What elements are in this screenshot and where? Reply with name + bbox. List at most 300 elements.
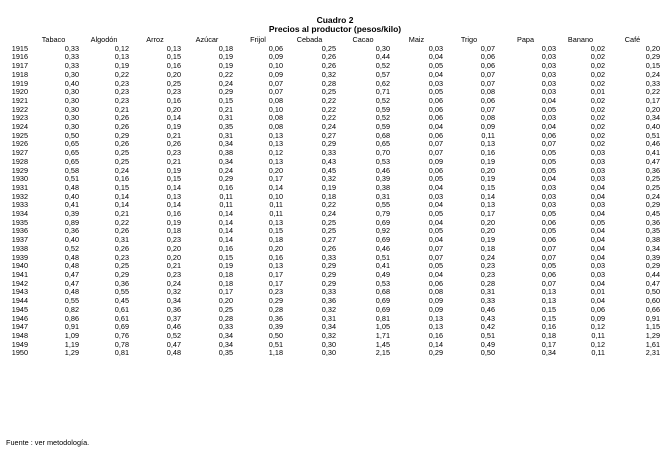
price-cell: 0,68: [375, 287, 390, 297]
column-header: Algodón: [90, 35, 118, 44]
price-cell: 0,25: [645, 174, 660, 184]
price-cell: 0,23: [114, 95, 129, 105]
price-cell: 0,23: [166, 269, 181, 279]
price-cell: 0,23: [114, 252, 129, 262]
price-cell: 0,26: [166, 139, 181, 149]
source-note: Fuente : ver metodología.: [6, 438, 90, 447]
price-cell: 0,34: [645, 113, 660, 123]
price-cell: 0,42: [480, 322, 495, 332]
price-cell: 0,20: [166, 104, 181, 114]
price-cell: 0,51: [268, 339, 283, 349]
price-cell: 0,69: [114, 322, 129, 332]
price-cell: 0,04: [590, 278, 605, 288]
table-row: [6, 349, 660, 358]
price-cell: 0,20: [480, 165, 495, 175]
price-cell: 0,05: [590, 217, 605, 227]
price-cell: 0,89: [64, 217, 79, 227]
price-cell: 1,19: [64, 339, 79, 349]
price-table: [6, 36, 660, 358]
column-header: Maiz: [408, 35, 425, 44]
price-cell: 0,21: [114, 104, 129, 114]
price-cell: 0,16: [218, 182, 233, 192]
price-cell: 0,03: [541, 69, 556, 79]
price-cell: 0,04: [428, 182, 443, 192]
price-cell: 0,09: [428, 296, 443, 306]
price-cell: 0,26: [114, 243, 129, 253]
price-cell: 0,13: [166, 43, 181, 53]
table-subtitle: Precios al productor (pesos/kilo): [268, 24, 402, 34]
price-cell: 0,21: [114, 209, 129, 219]
price-cell: 0,14: [114, 191, 129, 201]
price-cell: 0,02: [590, 130, 605, 140]
year-cell: 1926: [11, 139, 28, 149]
table-body: [6, 45, 660, 358]
price-cell: 0,03: [590, 174, 605, 184]
year-cell: 1936: [11, 226, 28, 236]
price-cell: 0,24: [321, 122, 336, 132]
price-cell: 0,24: [114, 165, 129, 175]
price-cell: 0,79: [375, 209, 390, 219]
price-cell: 0,35: [218, 122, 233, 132]
price-cell: 0,33: [64, 52, 79, 62]
price-cell: 0,35: [645, 226, 660, 236]
year-cell: 1935: [11, 217, 28, 227]
price-cell: 0,50: [480, 348, 495, 358]
price-cell: 0,25: [321, 43, 336, 53]
price-cell: 0,02: [590, 69, 605, 79]
price-cell: 0,11: [481, 130, 495, 140]
price-cell: 0,20: [268, 243, 283, 253]
price-cell: 0,53: [375, 156, 390, 166]
price-cell: 0,20: [166, 252, 181, 262]
price-cell: 0,04: [428, 69, 443, 79]
price-cell: 0,23: [480, 261, 495, 271]
price-cell: 0,04: [590, 182, 605, 192]
column-header: Papa: [516, 35, 535, 44]
price-cell: 0,07: [541, 252, 556, 262]
price-cell: 0,32: [321, 69, 336, 79]
price-cell: 0,20: [645, 104, 660, 114]
price-cell: 0,29: [321, 139, 336, 149]
price-cell: 0,09: [268, 69, 283, 79]
price-cell: 0,82: [64, 304, 79, 314]
price-cell: 0,44: [375, 52, 390, 62]
price-cell: 0,41: [64, 200, 79, 210]
column-header: Arroz: [146, 35, 164, 44]
price-cell: 0,33: [64, 43, 79, 53]
price-cell: 1,15: [645, 322, 660, 332]
price-cell: 1,05: [375, 322, 390, 332]
year-cell: 1948: [11, 330, 28, 340]
price-cell: 0,65: [64, 156, 79, 166]
year-cell: 1930: [11, 174, 28, 184]
price-cell: 0,43: [321, 156, 336, 166]
year-cell: 1921: [11, 95, 28, 105]
price-cell: 0,03: [541, 61, 556, 71]
price-cell: 0,50: [268, 330, 283, 340]
price-cell: 0,14: [166, 113, 181, 123]
price-cell: 0,05: [428, 261, 443, 271]
price-cell: 0,15: [166, 52, 181, 62]
price-cell: 0,21: [166, 130, 181, 140]
price-cell: 0,86: [64, 313, 79, 323]
price-cell: 0,03: [541, 182, 556, 192]
price-cell: 0,20: [218, 296, 233, 306]
price-cell: 0,32: [321, 174, 336, 184]
price-cell: 0,15: [114, 182, 129, 192]
price-cell: 0,05: [428, 226, 443, 236]
price-cell: 0,45: [114, 296, 129, 306]
price-cell: 0,34: [541, 348, 556, 358]
price-cell: 0,25: [166, 78, 181, 88]
price-cell: 0,48: [64, 182, 79, 192]
price-cell: 0,13: [268, 261, 283, 271]
price-cell: 0,01: [590, 287, 605, 297]
year-cell: 1943: [11, 287, 28, 297]
price-cell: 0,04: [590, 243, 605, 253]
price-cell: 0,07: [480, 104, 495, 114]
price-cell: 0,25: [218, 304, 233, 314]
price-cell: 0,02: [590, 78, 605, 88]
price-cell: 0,22: [114, 69, 129, 79]
price-cell: 0,66: [645, 304, 660, 314]
price-cell: 0,05: [541, 261, 556, 271]
price-cell: 0,07: [268, 87, 283, 97]
price-cell: 0,14: [166, 182, 181, 192]
price-cell: 0,02: [590, 43, 605, 53]
price-cell: 0,29: [645, 261, 660, 271]
price-cell: 0,52: [375, 95, 390, 105]
price-cell: 0,17: [645, 95, 660, 105]
price-cell: 0,13: [428, 322, 443, 332]
price-cell: 0,16: [541, 322, 556, 332]
price-cell: 0,02: [590, 113, 605, 123]
price-cell: 0,52: [375, 113, 390, 123]
price-cell: 0,04: [541, 95, 556, 105]
price-cell: 0,39: [268, 322, 283, 332]
price-cell: 0,40: [64, 235, 79, 245]
price-cell: 0,18: [218, 43, 233, 53]
price-cell: 0,09: [268, 52, 283, 62]
price-cell: 0,69: [375, 217, 390, 227]
price-cell: 0,08: [480, 113, 495, 123]
price-cell: 0,20: [480, 217, 495, 227]
price-cell: 0,39: [64, 209, 79, 219]
year-cell: 1916: [11, 52, 28, 62]
price-cell: 1,71: [375, 330, 390, 340]
price-cell: 0,24: [321, 209, 336, 219]
price-cell: 0,30: [64, 69, 79, 79]
price-cell: 0,29: [218, 87, 233, 97]
price-cell: 0,24: [218, 165, 233, 175]
price-cell: 0,59: [375, 104, 390, 114]
price-cell: 0,11: [219, 200, 233, 210]
price-cell: 0,09: [480, 122, 495, 132]
year-cell: 1915: [11, 43, 28, 53]
price-cell: 0,61: [114, 304, 129, 314]
price-cell: 0,07: [480, 69, 495, 79]
price-cell: 0,01: [590, 87, 605, 97]
price-cell: 0,07: [428, 243, 443, 253]
price-cell: 0,45: [321, 165, 336, 175]
price-cell: 0,41: [375, 261, 390, 271]
price-cell: 0,12: [114, 43, 129, 53]
price-cell: 1,18: [268, 348, 283, 358]
price-cell: 0,11: [269, 209, 283, 219]
price-cell: 0,14: [166, 200, 181, 210]
price-cell: 0,14: [218, 226, 233, 236]
price-cell: 0,25: [321, 226, 336, 236]
price-cell: 0,46: [480, 304, 495, 314]
price-cell: 0,47: [645, 278, 660, 288]
price-cell: 0,28: [480, 278, 495, 288]
price-cell: 0,23: [166, 87, 181, 97]
price-cell: 0,06: [480, 52, 495, 62]
price-cell: 0,76: [114, 330, 129, 340]
year-cell: 1929: [11, 165, 28, 175]
price-cell: 0,29: [321, 278, 336, 288]
price-cell: 0,25: [114, 156, 129, 166]
price-cell: 0,15: [541, 304, 556, 314]
price-cell: 2,31: [645, 348, 660, 358]
price-cell: 0,81: [375, 313, 390, 323]
price-cell: 0,55: [64, 296, 79, 306]
price-cell: 0,30: [64, 95, 79, 105]
price-cell: 0,11: [269, 200, 283, 210]
price-cell: 0,92: [375, 226, 390, 236]
price-cell: 0,06: [590, 304, 605, 314]
price-cell: 0,03: [590, 261, 605, 271]
price-cell: 0,13: [480, 139, 495, 149]
price-cell: 0,48: [64, 261, 79, 271]
price-cell: 0,32: [166, 287, 181, 297]
price-cell: 0,05: [541, 209, 556, 219]
price-cell: 0,36: [645, 165, 660, 175]
price-cell: 0,24: [218, 78, 233, 88]
price-cell: 0,03: [541, 87, 556, 97]
price-cell: 0,40: [64, 191, 79, 201]
price-cell: 0,57: [375, 69, 390, 79]
price-cell: 0,47: [645, 156, 660, 166]
price-cell: 0,24: [480, 252, 495, 262]
price-cell: 0,46: [375, 243, 390, 253]
price-cell: 0,19: [218, 261, 233, 271]
price-cell: 0,02: [590, 95, 605, 105]
price-cell: 0,25: [114, 148, 129, 158]
year-cell: 1924: [11, 122, 28, 132]
column-header: Cacao: [352, 35, 374, 44]
price-cell: 0,31: [375, 191, 390, 201]
price-cell: 0,91: [64, 322, 79, 332]
price-cell: 0,69: [375, 235, 390, 245]
price-cell: 0,18: [321, 191, 336, 201]
price-cell: 0,03: [541, 113, 556, 123]
table-title: Cuadro 2: [316, 15, 354, 25]
price-cell: 0,25: [114, 261, 129, 271]
price-cell: 0,04: [590, 296, 605, 306]
price-cell: 0,33: [321, 148, 336, 158]
price-cell: 0,68: [375, 130, 390, 140]
price-cell: 0,32: [321, 330, 336, 340]
price-cell: 0,17: [480, 209, 495, 219]
price-cell: 0,34: [218, 139, 233, 149]
price-cell: 0,20: [268, 165, 283, 175]
price-cell: 0,07: [428, 139, 443, 149]
year-cell: 1944: [11, 296, 28, 306]
price-cell: 0,30: [375, 43, 390, 53]
price-cell: 0,45: [645, 209, 660, 219]
price-cell: 0,02: [590, 61, 605, 71]
price-cell: 0,37: [166, 313, 181, 323]
price-cell: 0,14: [114, 200, 129, 210]
price-cell: 0,19: [166, 122, 181, 132]
price-cell: 0,26: [114, 113, 129, 123]
price-cell: 0,22: [321, 104, 336, 114]
price-cell: 0,06: [428, 113, 443, 123]
price-cell: 0,03: [590, 269, 605, 279]
price-cell: 0,05: [428, 87, 443, 97]
price-cell: 0,30: [321, 348, 336, 358]
price-cell: 0,30: [64, 104, 79, 114]
year-cell: 1922: [11, 104, 28, 114]
year-cell: 1919: [11, 78, 28, 88]
price-cell: 0,03: [541, 78, 556, 88]
price-cell: 0,09: [428, 304, 443, 314]
price-cell: 1,45: [375, 339, 390, 349]
price-cell: 0,08: [268, 113, 283, 123]
price-cell: 0,78: [114, 339, 129, 349]
price-cell: 0,22: [321, 200, 336, 210]
year-cell: 1917: [11, 61, 28, 71]
price-cell: 0,28: [218, 313, 233, 323]
price-cell: 0,06: [541, 235, 556, 245]
price-cell: 0,27: [321, 235, 336, 245]
price-cell: 0,04: [428, 235, 443, 245]
price-cell: 0,21: [218, 104, 233, 114]
price-cell: 0,16: [114, 174, 129, 184]
price-cell: 0,13: [268, 130, 283, 140]
price-cell: 0,47: [166, 339, 181, 349]
price-cell: 0,69: [375, 296, 390, 306]
price-cell: 0,23: [480, 269, 495, 279]
price-cell: 0,33: [64, 61, 79, 71]
price-cell: 1,61: [645, 339, 660, 349]
price-cell: 0,19: [321, 182, 336, 192]
price-cell: 0,13: [541, 287, 556, 297]
price-cell: 0,48: [64, 252, 79, 262]
price-cell: 0,34: [166, 296, 181, 306]
price-cell: 0,26: [321, 243, 336, 253]
price-cell: 0,12: [590, 339, 605, 349]
price-cell: 0,05: [541, 156, 556, 166]
price-cell: 0,29: [114, 269, 129, 279]
price-cell: 0,10: [268, 191, 283, 201]
price-cell: 0,51: [64, 174, 79, 184]
price-cell: 0,21: [166, 261, 181, 271]
price-cell: 0,51: [645, 130, 660, 140]
price-cell: 0,06: [541, 130, 556, 140]
price-cell: 0,51: [375, 252, 390, 262]
price-cell: 0,05: [541, 104, 556, 114]
price-cell: 0,36: [166, 304, 181, 314]
price-cell: 0,34: [321, 322, 336, 332]
price-cell: 0,29: [321, 261, 336, 271]
price-cell: 0,38: [218, 148, 233, 158]
price-cell: 0,32: [321, 304, 336, 314]
price-cell: 0,26: [114, 139, 129, 149]
price-cell: 0,69: [375, 304, 390, 314]
price-cell: 0,03: [541, 43, 556, 53]
price-cell: 0,04: [590, 252, 605, 262]
price-cell: 0,03: [428, 78, 443, 88]
price-cell: 0,06: [428, 165, 443, 175]
price-cell: 0,30: [321, 339, 336, 349]
price-cell: 0,03: [541, 52, 556, 62]
column-header: Frijol: [250, 35, 266, 44]
price-cell: 0,07: [428, 148, 443, 158]
price-cell: 0,33: [321, 287, 336, 297]
price-cell: 0,17: [218, 287, 233, 297]
price-cell: 0,38: [375, 182, 390, 192]
price-cell: 0,36: [645, 217, 660, 227]
price-cell: 0,31: [480, 287, 495, 297]
price-cell: 0,07: [480, 43, 495, 53]
price-cell: 0,70: [375, 148, 390, 158]
price-cell: 1,29: [645, 330, 660, 340]
price-cell: 0,16: [166, 61, 181, 71]
column-header: Banano: [567, 35, 594, 44]
year-cell: 1920: [11, 87, 28, 97]
price-cell: 0,15: [166, 174, 181, 184]
price-cell: 0,53: [375, 278, 390, 288]
price-cell: 0,15: [218, 252, 233, 262]
price-cell: 0,04: [428, 122, 443, 132]
price-cell: 0,15: [218, 95, 233, 105]
price-cell: 0,36: [114, 278, 129, 288]
price-cell: 0,07: [541, 278, 556, 288]
column-header: Tabaco: [41, 35, 66, 44]
price-cell: 0,18: [218, 269, 233, 279]
price-cell: 0,18: [166, 226, 181, 236]
price-cell: 0,28: [321, 78, 336, 88]
price-cell: 0,19: [480, 174, 495, 184]
price-cell: 0,02: [590, 52, 605, 62]
column-header: Café: [624, 35, 641, 44]
year-cell: 1923: [11, 113, 28, 123]
price-cell: 0,21: [166, 156, 181, 166]
price-cell: 0,15: [541, 313, 556, 323]
price-cell: 0,07: [541, 243, 556, 253]
price-cell: 0,04: [428, 52, 443, 62]
price-cell: 0,23: [114, 78, 129, 88]
price-cell: 0,13: [268, 217, 283, 227]
price-cell: 0,22: [218, 69, 233, 79]
year-cell: 1937: [11, 235, 28, 245]
year-cell: 1949: [11, 339, 28, 349]
year-cell: 1940: [11, 261, 28, 271]
price-cell: 0,06: [428, 130, 443, 140]
price-cell: 0,25: [321, 217, 336, 227]
year-cell: 1941: [11, 269, 28, 279]
year-cell: 1925: [11, 130, 28, 140]
year-cell: 1918: [11, 69, 28, 79]
price-cell: 0,18: [218, 278, 233, 288]
year-cell: 1938: [11, 243, 28, 253]
price-cell: 0,13: [114, 52, 129, 62]
price-cell: 0,91: [645, 313, 660, 323]
price-cell: 0,26: [114, 122, 129, 132]
price-cell: 0,09: [428, 156, 443, 166]
